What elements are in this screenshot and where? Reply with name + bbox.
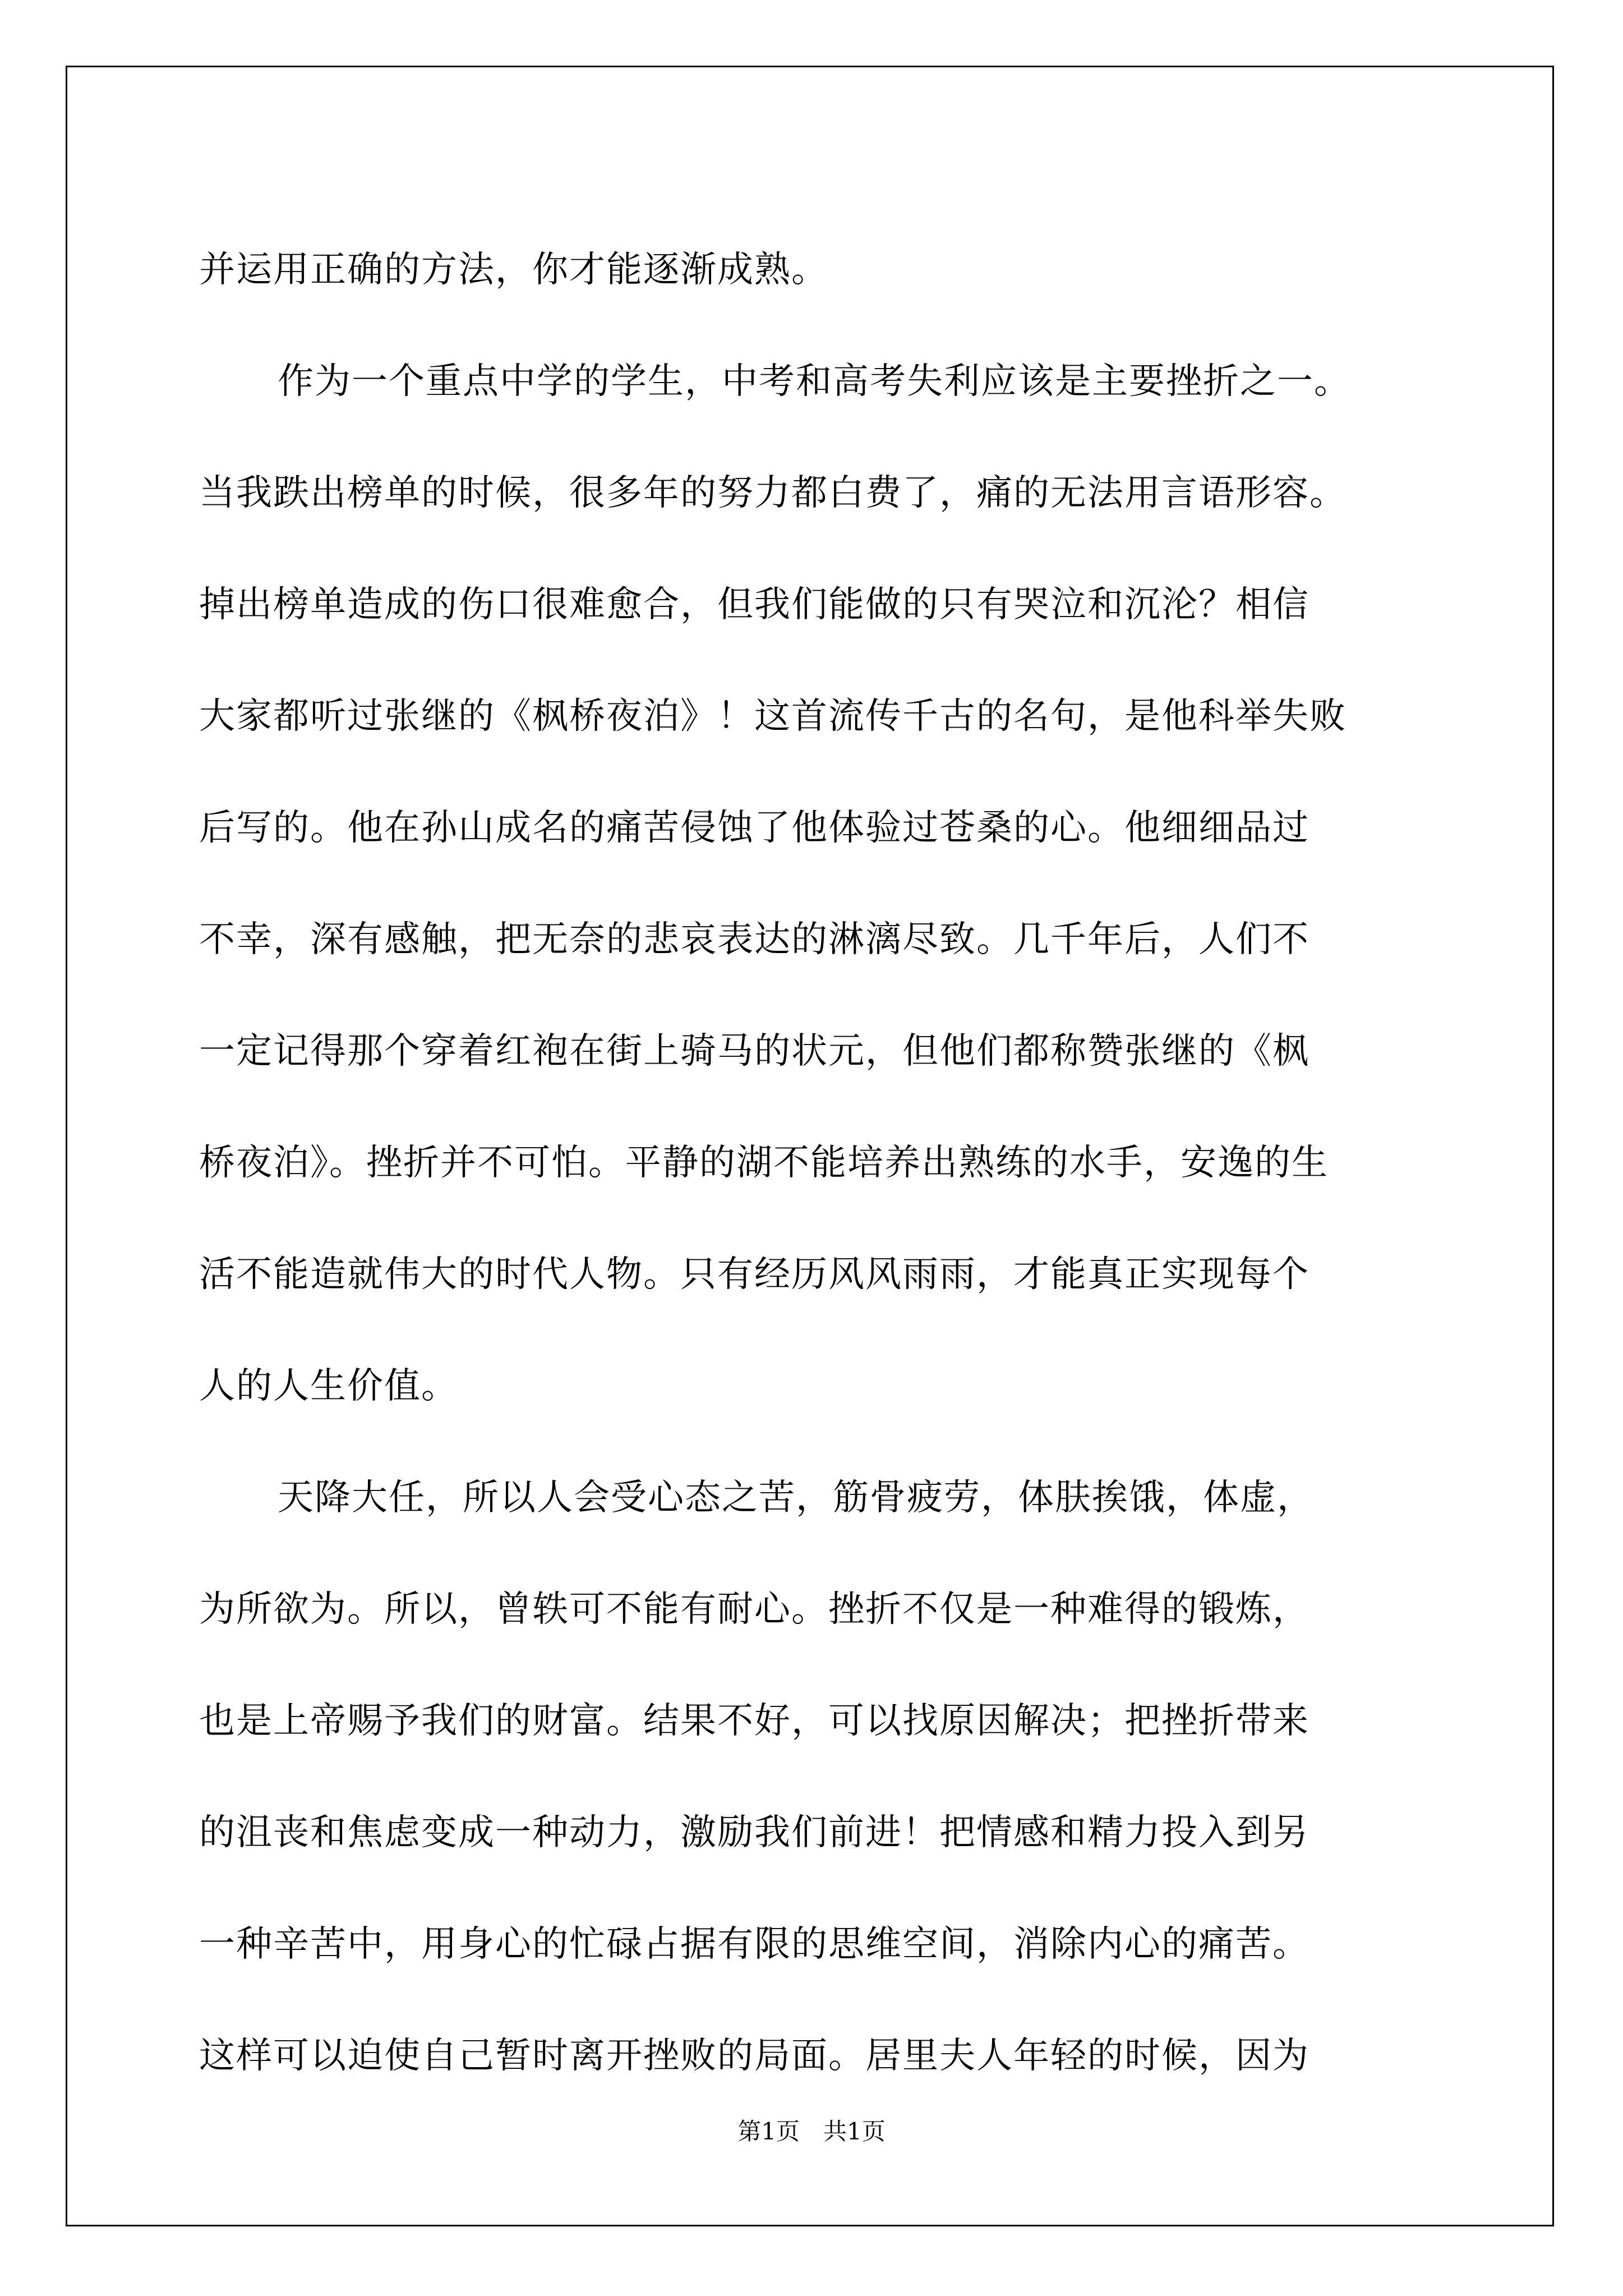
paragraph-first-line: 天降大任，所以人会受心态之苦，筋骨疲劳，体肤挨饿，体虚， bbox=[278, 1477, 1314, 1519]
text-line: 活不能造就伟大的时代人物。只有经历风风雨雨，才能真正实现每个 bbox=[199, 1254, 1310, 1295]
text-line: 一种辛苦中，用身心的忙碌占据有限的思维空间，消除内心的痛苦。 bbox=[199, 1924, 1310, 1965]
text-line: 也是上帝赐予我们的财富。结果不好，可以找原因解决；把挫折带来 bbox=[199, 1700, 1310, 1742]
page-number-footer: 第1页 共1页 bbox=[737, 2118, 886, 2145]
text-line: 人的人生价值。 bbox=[199, 1365, 458, 1407]
text-line: 掉出榜单造成的伤口很难愈合，但我们能做的只有哭泣和沉沦？相信 bbox=[199, 584, 1310, 625]
text-line: 为所欲为。所以，曾轶可不能有耐心。挫折不仅是一种难得的锻炼， bbox=[199, 1589, 1310, 1630]
text-line: 并运用正确的方法，你才能逐渐成熟。 bbox=[199, 249, 828, 291]
text-line: 后写的。他在孙山成名的痛苦侵蚀了他体验过苍桑的心。他细细品过 bbox=[199, 807, 1310, 849]
document-body bbox=[199, 214, 1450, 2112]
text-line: 一定记得那个穿着红袍在街上骑马的状元，但他们都称赞张继的《枫 bbox=[199, 1030, 1310, 1072]
text-line: 的沮丧和焦虑变成一种动力，激励我们前进！把情感和精力投入到另 bbox=[199, 1812, 1310, 1853]
paragraph-first-line: 作为一个重点中学的学生，中考和高考失利应该是主要挫折之一。 bbox=[278, 361, 1351, 402]
text-line: 这样可以迫使自己暂时离开挫败的局面。居里夫人年轻的时候，因为 bbox=[199, 2035, 1310, 2077]
text-line: 桥夜泊》。挫折并不可怕。平静的湖不能培养出熟练的水手，安逸的生 bbox=[199, 1142, 1329, 1184]
text-line: 大家都听过张继的《枫桥夜泊》！这首流传千古的名句，是他科举失败 bbox=[199, 696, 1347, 737]
text-line: 当我跌出榜单的时候，很多年的努力都白费了，痛的无法用言语形容。 bbox=[199, 472, 1347, 514]
text-line: 不幸，深有感触，把无奈的悲哀表达的淋漓尽致。几千年后，人们不 bbox=[199, 919, 1310, 960]
